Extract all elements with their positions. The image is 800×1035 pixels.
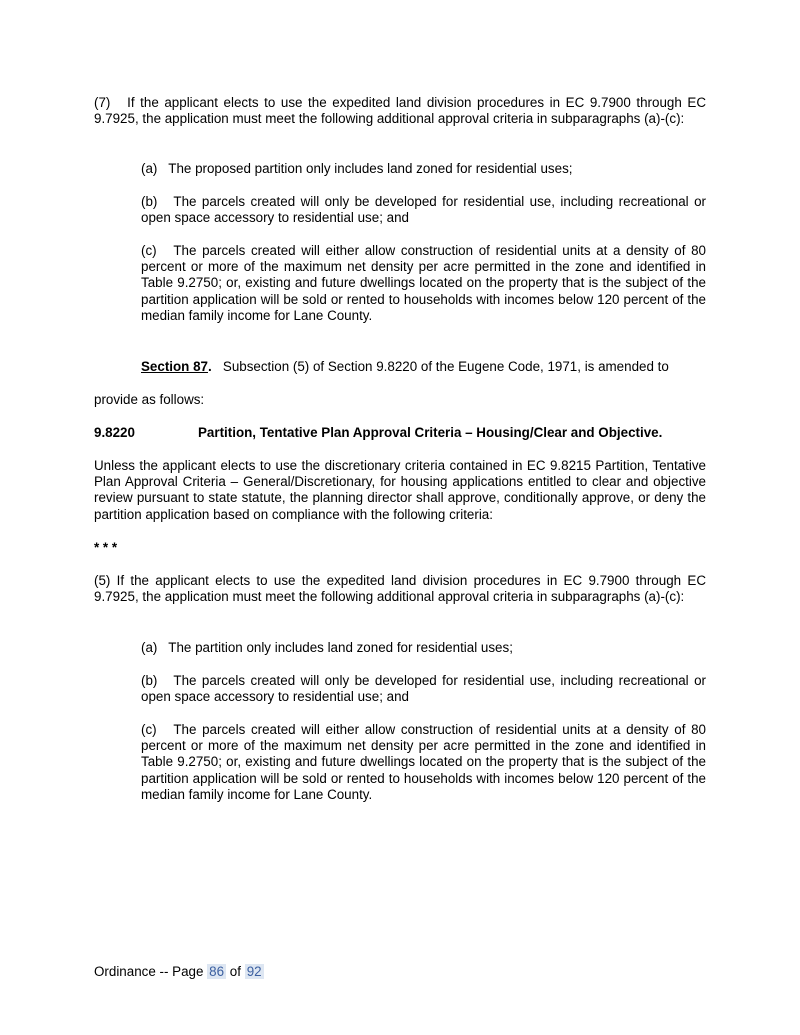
- subsection-7-item-c: (c) The parcels created will either allow construction of residential units at a density of 80 percent or more of the maximum net density per acre permitted in the zone and identified in Table 9.2750; or, existing and future dwellings located on the property that is the subject of the partition application will be sold or rented to households with incomes below 120 percent of the median family income for Lane County.: [141, 243, 706, 323]
- section-87-continuation: provide as follows:: [94, 392, 205, 407]
- subsection-5-intro: (5) If the applicant elects to use the expedited land division procedures in EC 9.7900 through EC 9.7925, the application must meet the following additional approval criteria in subparagraphs (a)-(c):: [94, 573, 706, 605]
- footer-of-label: of: [229, 964, 241, 979]
- subsection-7-intro: (7) If the applicant elects to use the expedited land division procedures in EC 9.7900 through EC 9.7925, the application must meet the following additional approval criteria in subparagraphs (a)-(c):: [94, 95, 706, 127]
- subsection-5-item-c: (c) The parcels created will either allow construction of residential units at a density of 80 percent or more of the maximum net density per acre permitted in the zone and identified in Table 9.2750; or, existing and future dwellings located on the property that is the subject of the partition application will be sold or rented to households with incomes below 120 percent of the median family income for Lane County.: [141, 722, 706, 802]
- omission-marker: * * *: [94, 540, 118, 555]
- subsection-7-item-a: (a) The proposed partition only includes land zoned for residential uses;: [141, 161, 573, 176]
- intro-paragraph: Unless the applicant elects to use the discretionary criteria contained in EC 9.8215 Partition, Tentative Plan Approval Criteria – General/Discretionary, for housing applications entitled to clear and objective review pursuant to state statute, the planning director shall approve, conditionally approve, or deny the partition application based on compliance with the following criteria:: [94, 458, 706, 522]
- page-footer: [94, 964, 264, 980]
- code-heading: [94, 425, 706, 441]
- footer-total-pages: 92: [246, 964, 262, 979]
- footer-current-page: 86: [209, 964, 225, 979]
- section-87-label: Section 87: [141, 359, 208, 374]
- section-87-line: [141, 359, 706, 375]
- code-heading-title: Partition, Tentative Plan Approval Criteria – Housing/Clear and Objective.: [198, 425, 663, 440]
- code-heading-number: 9.8220: [94, 425, 135, 440]
- subsection-5-item-a: (a) The partition only includes land zoned for residential uses;: [141, 640, 513, 655]
- footer-prefix: Ordinance -- Page: [94, 964, 204, 979]
- subsection-5-item-b: (b) The parcels created will only be developed for residential use, including recreational or open space accessory to residential use; and: [141, 673, 706, 705]
- section-87-text: Subsection (5) of Section 9.8220 of the Eugene Code, 1971, is amended to: [222, 359, 669, 374]
- section-87-punct: .: [207, 359, 212, 374]
- subsection-7-item-b: (b) The parcels created will only be developed for residential use, including recreational or open space accessory to residential use; and: [141, 194, 706, 226]
